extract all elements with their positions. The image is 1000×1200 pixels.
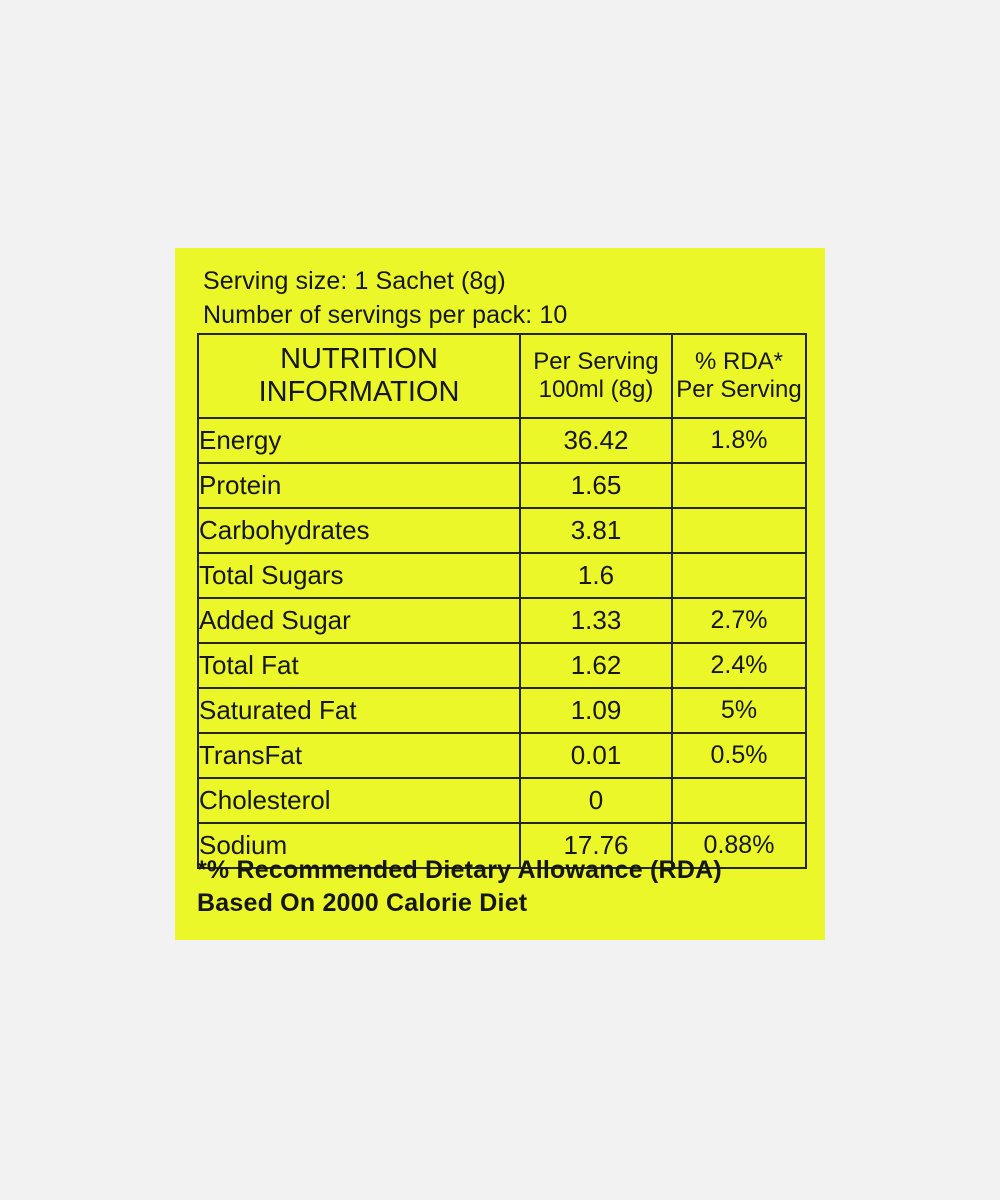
nutrient-rda [672, 463, 806, 508]
nutrient-per-serving: 0 [520, 778, 672, 823]
table-row [198, 508, 806, 553]
nutrient-name: TransFat [198, 733, 520, 778]
header-nutrition-information [198, 334, 520, 418]
header-rda-line1: % RDA* [694, 348, 784, 375]
table-row [198, 778, 806, 823]
table-row [198, 733, 806, 778]
nutrient-rda: 5% [672, 688, 806, 733]
nutrient-rda [672, 778, 806, 823]
nutrient-per-serving: 1.65 [520, 463, 672, 508]
nutrient-per-serving: 1.6 [520, 553, 672, 598]
table-row [198, 418, 806, 463]
serving-size-text: Serving size: 1 Sachet (8g) [203, 267, 506, 295]
nutrient-per-serving: 1.62 [520, 643, 672, 688]
servings-per-pack-text: Number of servings per pack: 10 [203, 301, 568, 329]
footnotes [197, 854, 722, 920]
nutrient-name: Saturated Fat [198, 688, 520, 733]
header-title-line1: NUTRITION [280, 343, 438, 375]
footnote-rda: *% Recommended Dietary Allowance (RDA) [197, 856, 722, 884]
header-rda [672, 334, 806, 418]
nutrient-name: Added Sugar [198, 598, 520, 643]
nutrient-rda: 0.5% [672, 733, 806, 778]
header-per-serving-line1: Per Serving [533, 348, 659, 375]
nutrient-name: Cholesterol [198, 778, 520, 823]
table-row [198, 598, 806, 643]
nutrient-per-serving: 1.33 [520, 598, 672, 643]
nutrient-per-serving: 3.81 [520, 508, 672, 553]
header-rda-line2: Per Serving [676, 376, 802, 403]
header-per-serving [520, 334, 672, 418]
nutrient-per-serving: 36.42 [520, 418, 672, 463]
table-row [198, 643, 806, 688]
nutrient-rda [672, 553, 806, 598]
table-header-row [198, 334, 806, 418]
header-title-line2: INFORMATION [258, 376, 460, 408]
nutrient-name: Total Fat [198, 643, 520, 688]
nutrient-per-serving: 1.09 [520, 688, 672, 733]
nutrient-per-serving: 0.01 [520, 733, 672, 778]
nutrient-name: Protein [198, 463, 520, 508]
nutrient-name: Total Sugars [198, 553, 520, 598]
nutrition-information-table [197, 333, 807, 869]
nutrient-name: Carbohydrates [198, 508, 520, 553]
nutrient-name: Energy [198, 418, 520, 463]
nutrient-rda [672, 508, 806, 553]
table-row [198, 553, 806, 598]
nutrient-rda: 2.7% [672, 598, 806, 643]
table-row [198, 688, 806, 733]
footnote-calorie-diet: Based On 2000 Calorie Diet [197, 889, 528, 917]
table-row [198, 463, 806, 508]
nutrient-name: Sodium [198, 823, 520, 868]
nutrient-rda: 1.8% [672, 418, 806, 463]
nutrient-rda: 0.88% [672, 823, 806, 868]
nutrition-label-panel [175, 248, 825, 940]
serving-info [203, 264, 567, 332]
nutrient-per-serving: 17.76 [520, 823, 672, 868]
header-per-serving-line2: 100ml (8g) [538, 376, 654, 403]
nutrient-rda: 2.4% [672, 643, 806, 688]
